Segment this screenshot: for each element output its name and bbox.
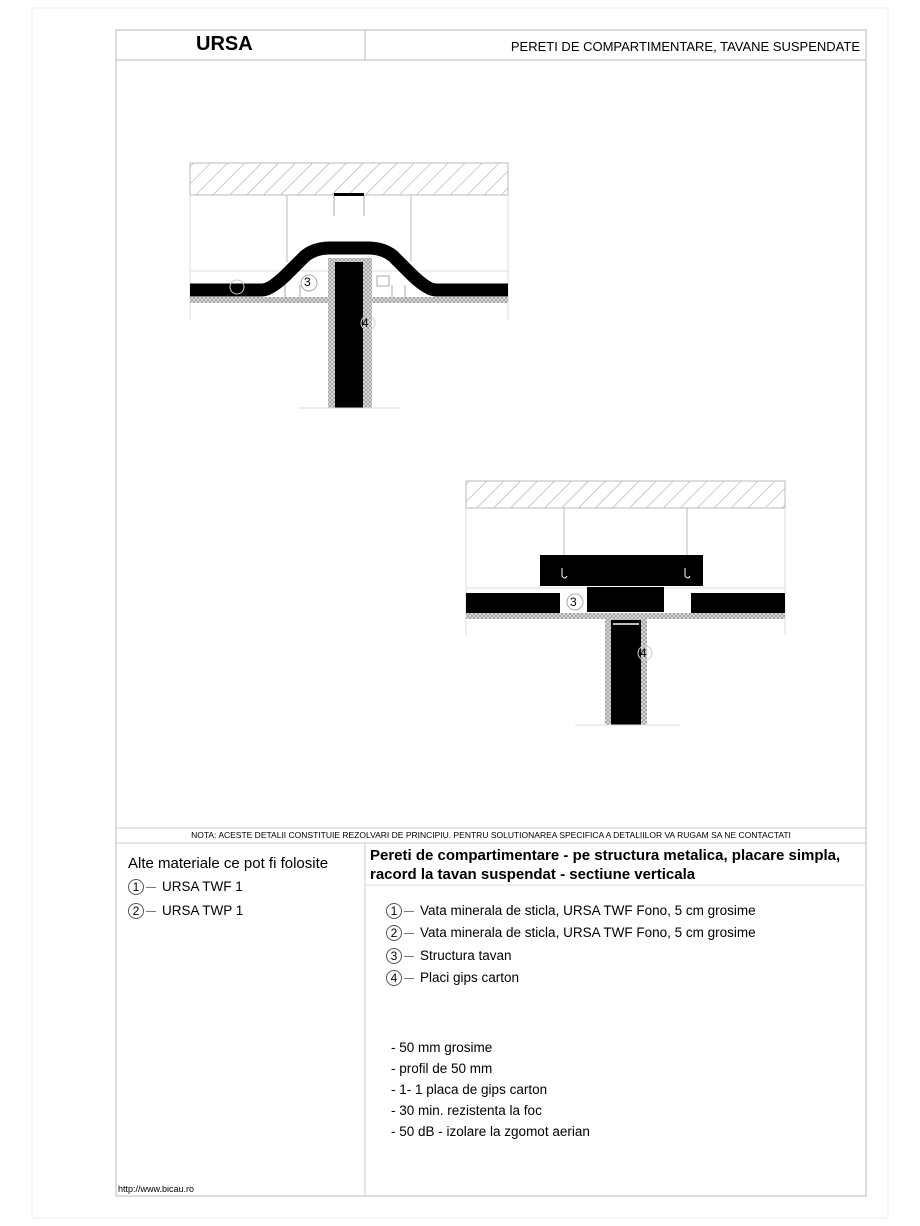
detail-drawing-flat-ceiling [466,481,785,725]
leader-line [404,978,414,979]
leader-line [146,887,156,888]
leader-line [404,933,414,934]
item-number: 4 [386,970,402,986]
label-4-bottom: 4 [640,646,647,660]
legend-item [386,967,756,989]
item-label: Vata minerala de sticla, URSA TWF Fono, 5 cm grosime [420,903,756,918]
disclaimer-note: NOTA: ACESTE DETALII CONSTITUIE REZOLVARI DE PRINCIPIU. PENTRU SOLUTIONAREA SPECIFICA A DETALIILOR VA RUGAM SA NE CONTACTATI [191,830,791,840]
item-number: 1 [386,903,402,919]
detail-title-line2: racord la tavan suspendat - sectiune verticala [370,866,696,883]
label-3-bottom: 3 [570,595,577,609]
item-number: 1 [128,879,144,895]
item-label: Placi gips carton [420,969,520,985]
alternatives-title: Alte materiale ce pot fi folosite [128,855,329,872]
spec-list [391,1037,590,1142]
detail-title [370,846,840,884]
spec-item: - 1- 1 placa de gips carton [391,1082,548,1097]
label-3-top: 3 [304,275,311,289]
brand-logo: URSA [196,33,253,55]
legend-item [386,900,756,922]
detail-title-line1: Pereti de compartimentare - pe structura metalica, placare simpla, [370,847,841,864]
legend-item [386,945,756,967]
legend-list [386,900,756,989]
label-4-top: 4 [362,316,369,330]
item-number: 2 [128,903,144,919]
spec-item: - 50 dB - izolare la zgomot aerian [391,1124,590,1139]
leader-line [404,956,414,957]
spec-item: - 30 min. rezistenta la foc [391,1103,542,1118]
legend-item [386,922,756,944]
spec-item: - 50 mm grosime [391,1040,493,1055]
detail-drawing-curved-ceiling [190,163,508,408]
item-label: URSA TWF 1 [162,879,243,894]
alternative-item [128,903,243,919]
item-number: 3 [386,948,402,964]
item-label: Structura tavan [420,947,512,963]
spec-item: - profil de 50 mm [391,1061,493,1076]
alternative-item [128,879,243,895]
leader-line [146,911,156,912]
sheet-title: PERETI DE COMPARTIMENTARE, TAVANE SUSPENDATE [510,39,860,54]
footer-url[interactable]: http://www.bicau.ro [118,1184,195,1194]
item-number: 2 [386,925,402,941]
item-label: Vata minerala de sticla, URSA TWF Fono, 5 cm grosime [420,925,756,941]
item-label: URSA TWP 1 [162,903,244,918]
leader-line [404,911,414,912]
